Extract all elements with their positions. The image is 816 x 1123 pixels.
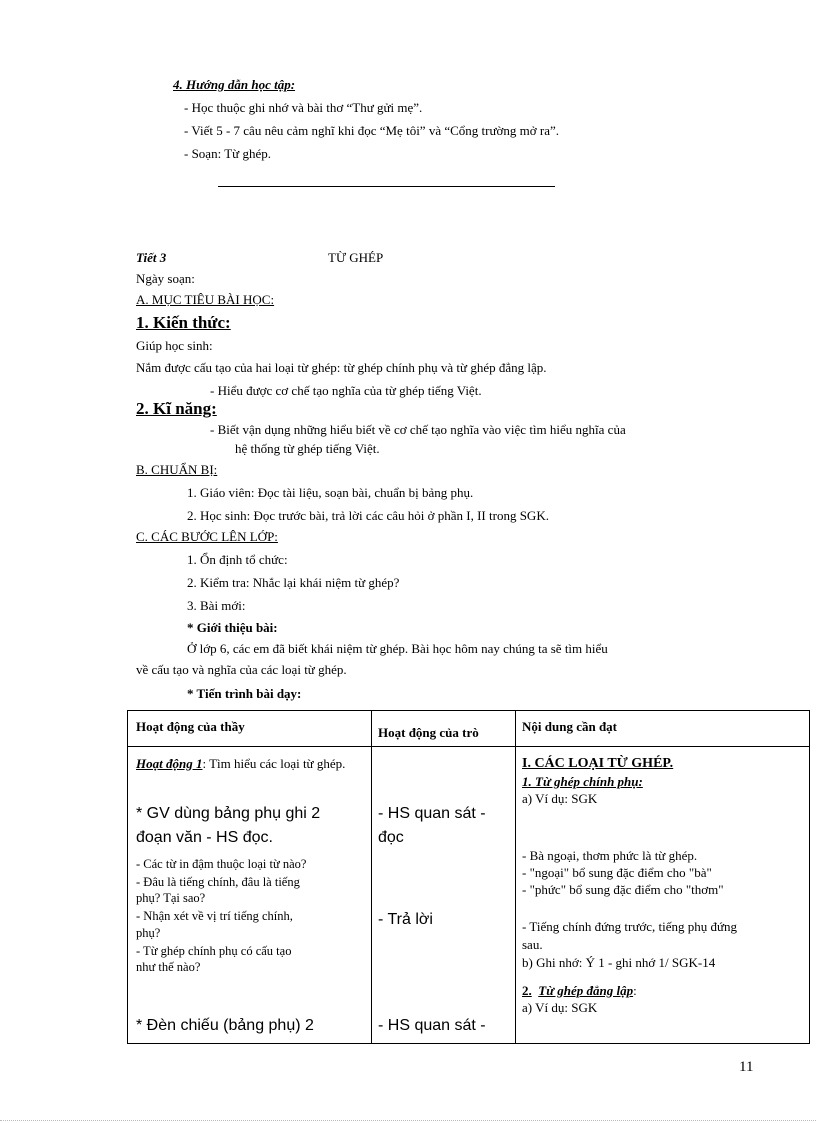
table-row [128, 747, 810, 1044]
separator-line [218, 186, 555, 187]
teacher-question-2b: phụ? Tại sao? [136, 891, 206, 905]
content-example-2: a) Ví dụ: SGK [522, 1000, 598, 1015]
guide-item-2: - Viết 5 - 7 câu nêu cảm nghĩ khi đọc “Mẹ tôi” và “Cổng trường mở ra”. [184, 123, 560, 138]
content-sub-2-num: 2. [522, 983, 532, 998]
activity-label: Hoạt động 1 [136, 756, 203, 771]
content-sub-1: 1. Từ ghép chính phụ: [522, 774, 643, 789]
content-section-heading: I. CÁC LOẠI TỪ GHÉP. [522, 756, 674, 771]
content-example-1: a) Ví dụ: SGK [522, 791, 598, 806]
student-answer-1-line-2: đọc [378, 829, 404, 846]
header-content [516, 711, 810, 747]
teacher-question-3a: - Nhận xét về vị trí tiếng chính, [136, 909, 293, 923]
content-sub-2-colon: : [633, 983, 637, 998]
prep-student: 2. Học sinh: Đọc trước bài, trả lời các câu hỏi ở phần I, II trong SGK. [187, 508, 549, 523]
section-a-heading: A. MỤC TIÊU BÀI HỌC: [136, 292, 275, 307]
prep-teacher: 1. Giáo viên: Đọc tài liệu, soạn bài, chuẩn bị bảng phụ. [187, 485, 474, 500]
teacher-step-1-line-1: * GV dùng bảng phụ ghi 2 [136, 805, 321, 822]
guide-heading: 4. Hướng dẫn học tập: [173, 77, 296, 92]
table-header-row [128, 711, 810, 747]
teacher-cell [128, 747, 372, 1044]
student-answer-2: - Trả lời [378, 911, 433, 928]
header-student [372, 711, 516, 747]
skill-heading: 2. Kĩ năng: [136, 399, 217, 418]
teacher-question-4b: như thế nào? [136, 960, 201, 974]
teacher-question-1: - Các từ in đậm thuộc loại từ nào? [136, 857, 307, 871]
teacher-question-4a: - Từ ghép chính phụ có cấu tạo [136, 944, 292, 958]
content-line-4b: sau. [522, 937, 543, 952]
date-label: Ngày soạn: [136, 271, 195, 286]
intro-line-1: Ở lớp 6, các em đã biết khái niệm từ ghép. Bài học hôm nay chúng ta sẽ tìm hiểu [187, 641, 608, 656]
content-line-3: - "phức" bổ sung đặc điểm cho "thơm" [522, 882, 724, 897]
guide-item-3: - Soạn: Từ ghép. [184, 146, 271, 161]
content-line-2: - "ngoại" bổ sung đặc điểm cho "bà" [522, 865, 712, 880]
content-line-4a: - Tiếng chính đứng trước, tiếng phụ đứng [522, 919, 738, 934]
header-teacher-label: Hoạt động của thầy [136, 719, 245, 734]
header-content-label: Nội dung cần đạt [522, 719, 617, 734]
activity-text: : Tìm hiểu các loại từ ghép. [202, 756, 346, 771]
student-answer-1-line-1: - HS quan sát - [378, 805, 486, 822]
lesson-title: TỪ GHÉP [328, 250, 384, 265]
guide-item-1: - Học thuộc ghi nhớ và bài thơ “Thư gửi mẹ”. [184, 100, 423, 115]
knowledge-line-2: - Hiểu được cơ chế tạo nghĩa của từ ghép tiếng Việt. [210, 383, 482, 398]
header-teacher [128, 711, 372, 747]
intro-heading: * Giới thiệu bài: [187, 620, 278, 635]
section-b-heading: B. CHUẨN BỊ: [136, 462, 218, 477]
content-line-1: - Bà ngoại, thơm phức là từ ghép. [522, 848, 698, 863]
knowledge-heading: 1. Kiến thức: [136, 313, 231, 332]
activity-line [136, 756, 345, 772]
teacher-step-1-line-2: đoạn văn - HS đọc. [136, 829, 273, 846]
skill-line-2: hệ thống từ ghép tiếng Việt. [235, 441, 380, 456]
content-cell [516, 747, 810, 1044]
help-label: Giúp học sinh: [136, 338, 213, 353]
lesson-period: Tiết 3 [136, 250, 167, 265]
content-sub-2-label: Từ ghép đẳng lập [538, 983, 634, 998]
header-student-label: Hoạt động của trò [378, 725, 479, 740]
content-sub-2 [522, 983, 637, 999]
step-2: 2. Kiểm tra: Nhắc lại khái niệm từ ghép? [187, 575, 400, 590]
skill-line-1: - Biết vận dụng những hiểu biết về cơ chế tạo nghĩa vào việc tìm hiểu nghĩa của [210, 422, 626, 437]
intro-line-2: về cấu tạo và nghĩa của các loại từ ghép. [136, 662, 347, 677]
step-3: 3. Bài mới: [187, 598, 246, 613]
student-cell [372, 747, 516, 1044]
teacher-step-2: * Đèn chiếu (bảng phụ) 2 [136, 1017, 314, 1034]
teacher-question-2a: - Đâu là tiếng chính, đâu là tiếng [136, 875, 300, 889]
process-heading: * Tiến trình bài dạy: [187, 686, 302, 701]
student-answer-3: - HS quan sát - [378, 1017, 486, 1034]
section-c-heading: C. CÁC BƯỚC LÊN LỚP: [136, 529, 278, 544]
page-number: 11 [739, 1059, 754, 1075]
page-bottom-border [0, 1120, 816, 1121]
lesson-plan-table [127, 710, 810, 1044]
teacher-question-3b: phụ? [136, 926, 161, 940]
knowledge-line-1: Nắm được cấu tạo của hai loại từ ghép: từ ghép chính phụ và từ ghép đẳng lập. [136, 360, 547, 375]
step-1: 1. Ổn định tổ chức: [187, 552, 288, 567]
content-note: b) Ghi nhớ: Ý 1 - ghi nhớ 1/ SGK-14 [522, 955, 716, 970]
